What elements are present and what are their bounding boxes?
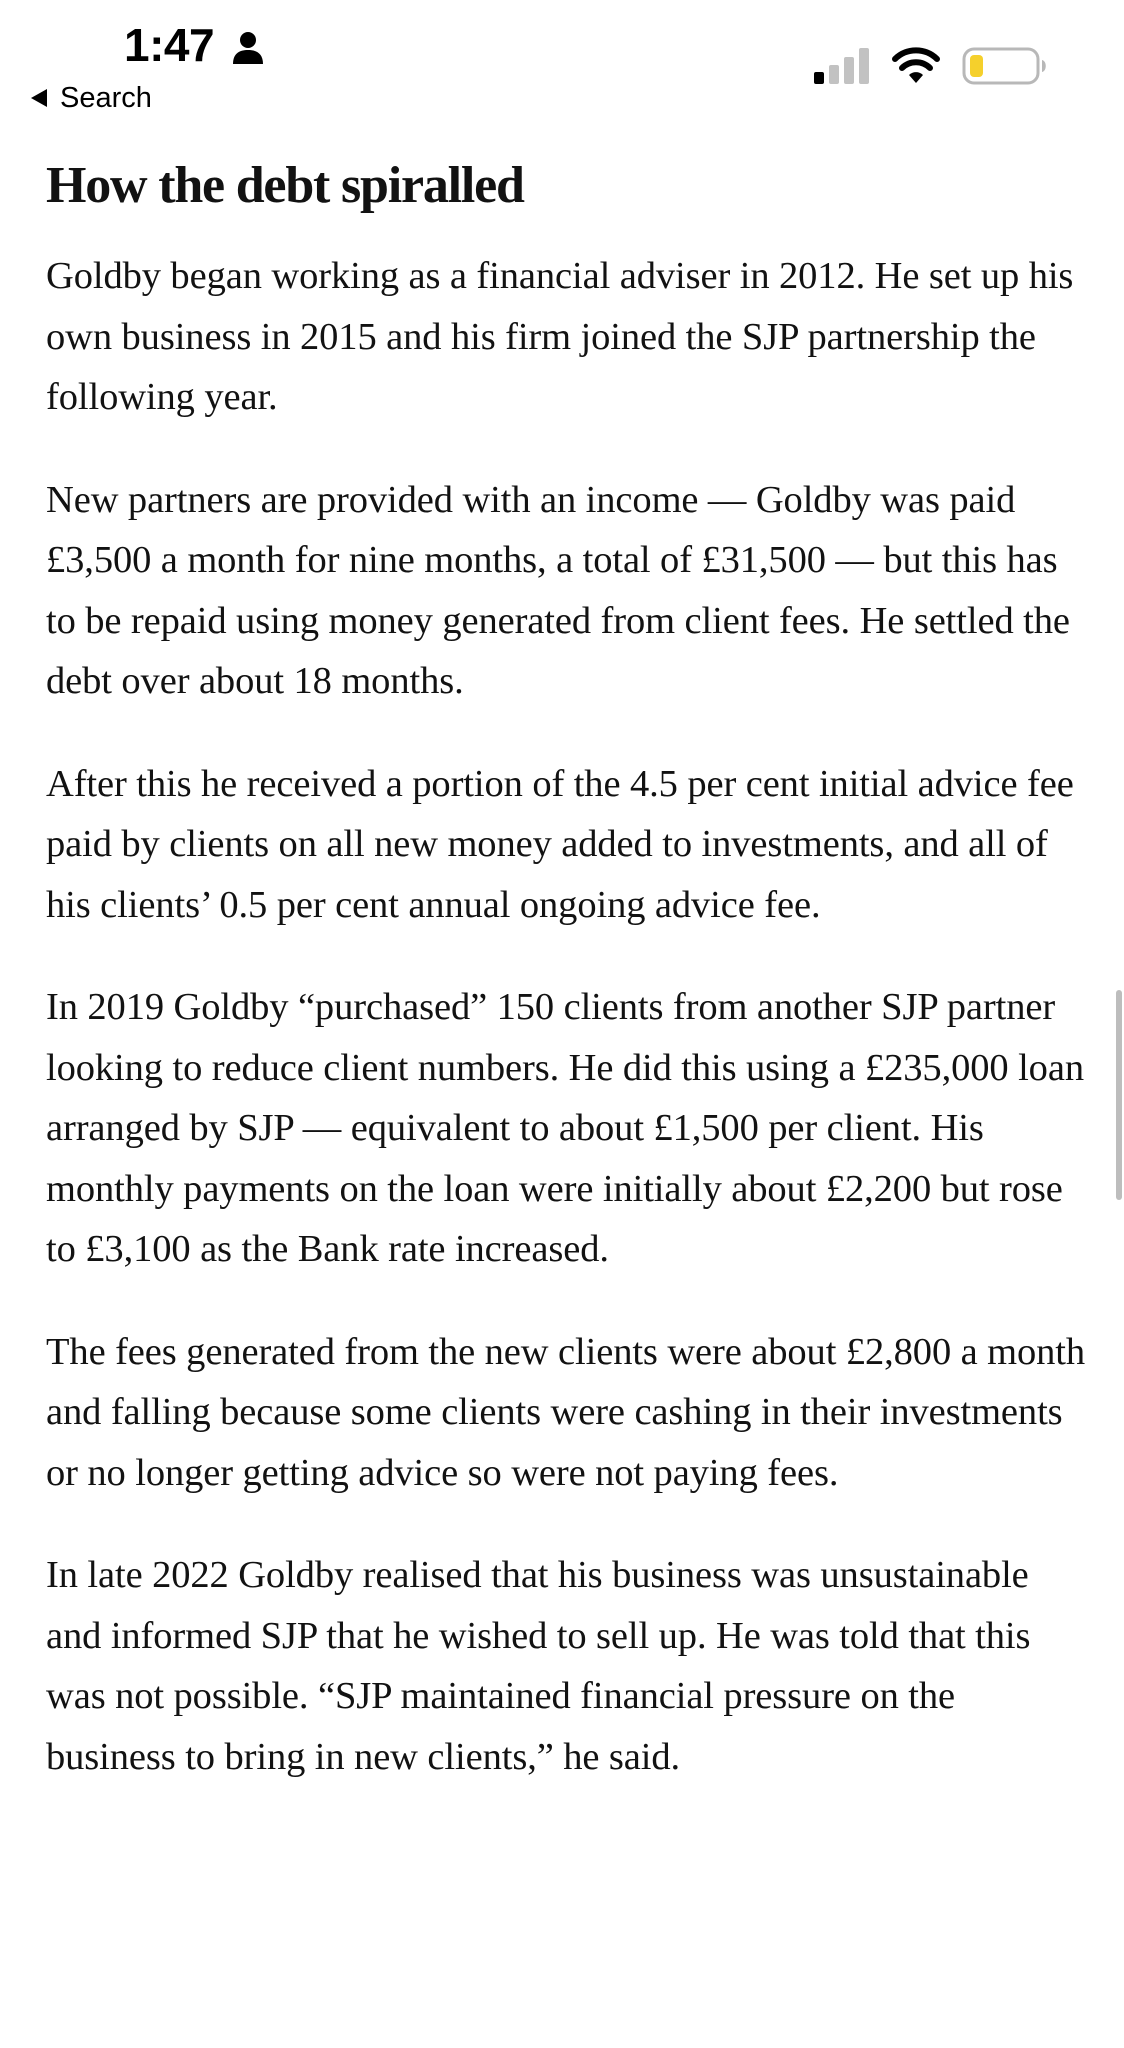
back-to-search-button[interactable]: [30, 80, 152, 116]
article-paragraph: After this he received a portion of the 4.5 per cent initial advice fee paid by clients on all new money added to investments, and all of his clients’ 0.5 per cent annual ongoing advice fee.: [46, 762, 1074, 926]
article-paragraph: In late 2022 Goldby realised that his business was unsustainable and informed SJP that he wished to sell up. He was told that this was not possible. “SJP maintained financial pressure on the business to bring in new clients,” he said.: [46, 1554, 1031, 1778]
wifi-icon: [892, 46, 940, 84]
status-bar: [0, 0, 1124, 140]
person-icon: [230, 30, 266, 66]
section-headline: How the debt spiralled: [46, 157, 524, 214]
article-body: [46, 150, 1086, 1829]
article-paragraph: Goldby began working as a financial adviser in 2012. He set up his own business in 2015 and his firm joined the SJP partnership the following year.: [46, 255, 1074, 418]
status-time: 1:47: [124, 19, 215, 71]
back-arrow-icon: [30, 88, 48, 108]
scroll-indicator[interactable]: [1116, 990, 1122, 1200]
article-paragraph: In 2019 Goldby “purchased” 150 clients from another SJP partner looking to reduce client numbers. He did this using a £235,000 loan arranged by SJP — equivalent to about £1,500 per client. His monthly payments on the loan were initially about £2,200 but rose to £3,100 as the Bank rate increased.: [46, 986, 1084, 1270]
article-paragraph: New partners are provided with an income — Goldby was paid £3,500 a month for nine months, a total of £31,500 — but this has to be repaid using money generated from client fees. He settled the debt over about 18 months.: [46, 478, 1070, 702]
back-label: Search: [60, 81, 152, 114]
cellular-signal-icon: [814, 48, 872, 84]
battery-icon: [962, 46, 1048, 86]
article-paragraph: The fees generated from the new clients were about £2,800 a month and falling because some clients were cashing in their investments or no longer getting advice so were not paying fees.: [46, 1330, 1086, 1494]
